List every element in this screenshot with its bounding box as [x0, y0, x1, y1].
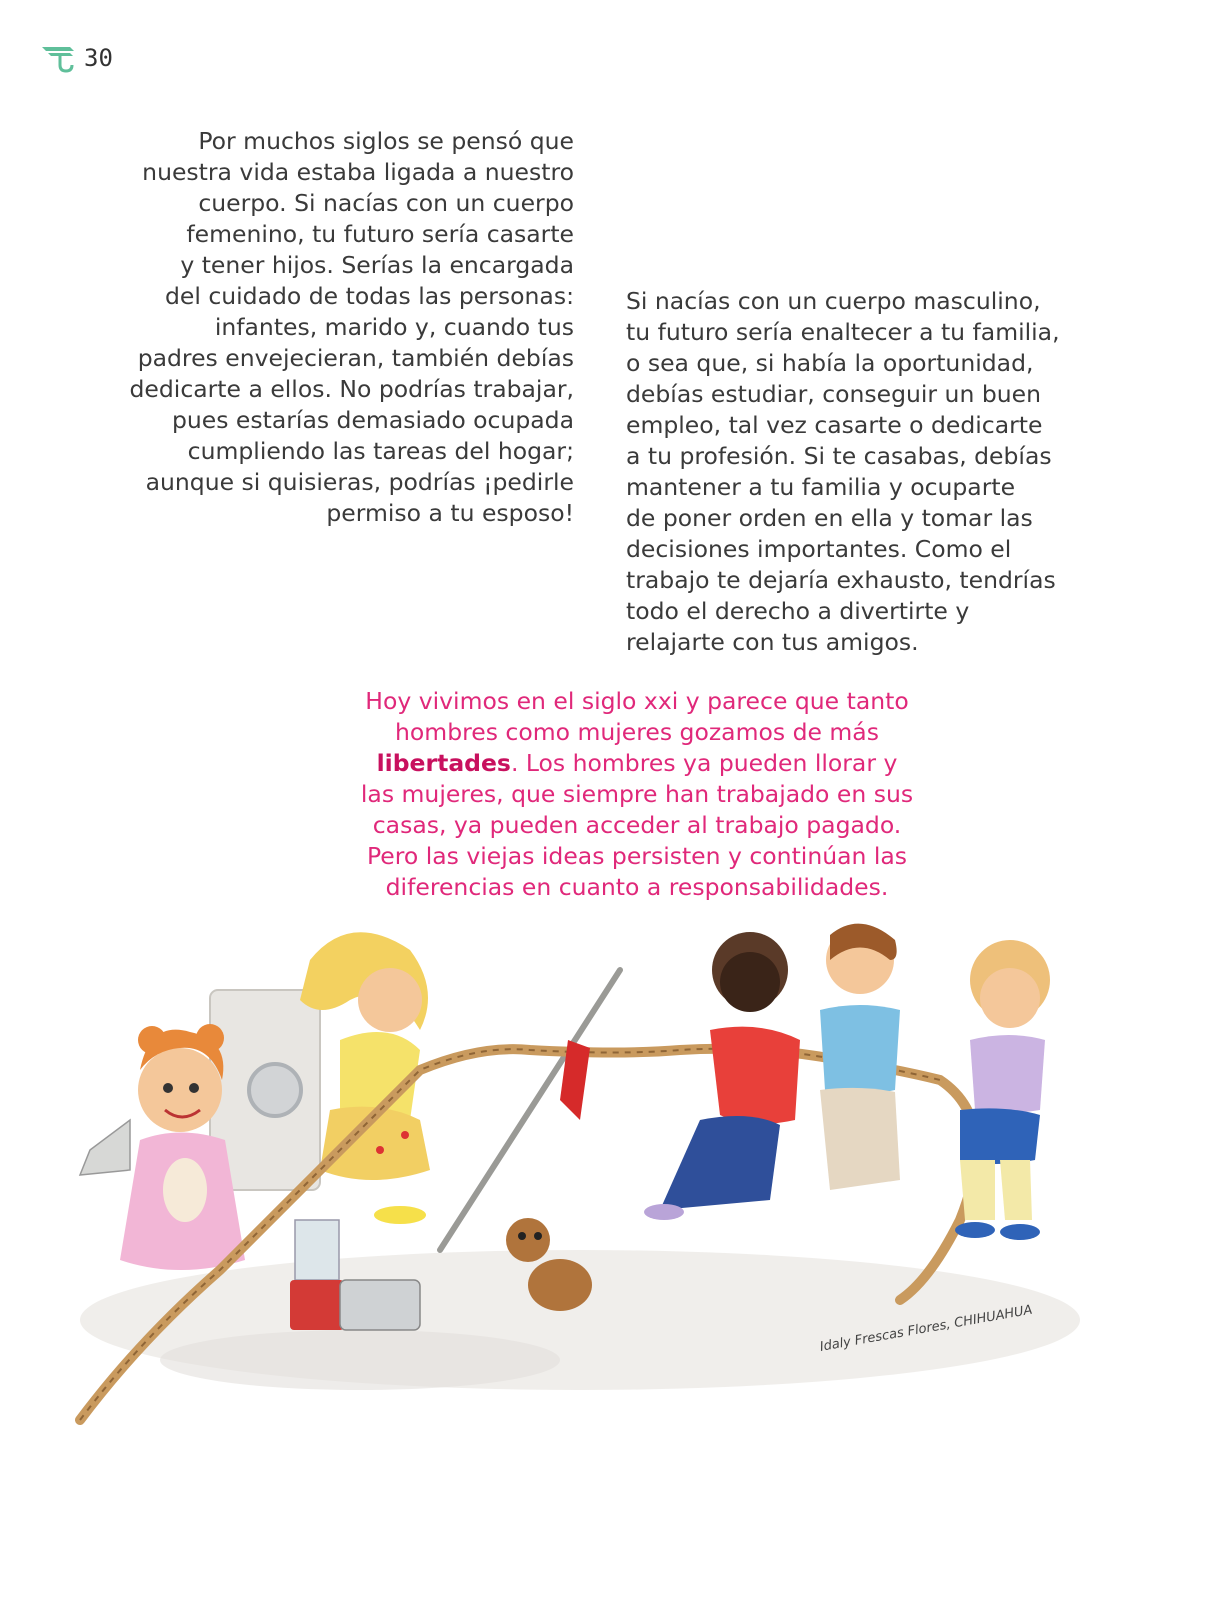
text-line: permiso a tu esposo! — [326, 499, 574, 527]
text-line: casas, ya pueden acceder al trabajo pagado. — [372, 811, 902, 839]
tug-of-war-illustration — [60, 920, 1140, 1440]
text-line: aunque si quisieras, podrías ¡pedirle — [145, 468, 574, 496]
text-line: Si nacías con un cuerpo masculino, — [626, 287, 1041, 315]
text-line: cumpliendo las tareas del hogar; — [187, 437, 574, 465]
text-line: femenino, tu futuro sería casarte — [186, 220, 574, 248]
page-number: 30 — [84, 44, 113, 72]
text-line: decisiones importantes. Como el — [626, 535, 1012, 563]
text-line: diferencias en cuanto a responsabilidades. — [385, 873, 889, 901]
text-line: relajarte con tus amigos. — [626, 628, 919, 656]
text-segment: . Los hombres ya pueden llorar y — [510, 749, 898, 777]
page-header — [40, 40, 113, 76]
text-line — [0, 748, 1214, 779]
text-line: y tener hijos. Serías la encargada — [180, 251, 574, 279]
text-line: de poner orden en ella y tomar las — [626, 504, 1033, 532]
text-line: trabajo te dejaría exhausto, tendrías — [626, 566, 1056, 594]
highlight-paragraph — [0, 686, 1214, 903]
text-line: tu futuro sería enaltecer a tu familia, — [626, 318, 1060, 346]
text-line: cuerpo. Si nacías con un cuerpo — [198, 189, 574, 217]
text-line: Hoy vivimos en el siglo xxi y parece que tanto — [365, 687, 909, 715]
text-line: padres envejecieran, también debías — [137, 344, 574, 372]
right-column-text — [626, 286, 1060, 658]
text-line: nuestra vida estaba ligada a nuestro — [142, 158, 574, 186]
text-line: o sea que, si había la oportunidad, — [626, 349, 1034, 377]
text-line: todo el derecho a divertirte y — [626, 597, 970, 625]
text-line: a tu profesión. Si te casabas, debías — [626, 442, 1052, 470]
book-emblem-icon — [40, 43, 76, 73]
text-line: del cuidado de todas las personas: — [164, 282, 574, 310]
text-line: Por muchos siglos se pensó que — [198, 127, 574, 155]
text-line: las mujeres, que siempre han trabajado en sus — [360, 780, 914, 808]
text-line: infantes, marido y, cuando tus — [214, 313, 574, 341]
illustration-credit: Idaly Frescas Flores, CHIHUAHUA — [818, 1302, 1034, 1355]
text-line: Pero las viejas ideas persisten y continúan las — [366, 842, 908, 870]
keyword-libertades: libertades — [376, 749, 511, 777]
text-line: mantener a tu familia y ocuparte — [626, 473, 1016, 501]
text-line: dedicarte a ellos. No podrías trabajar, — [129, 375, 574, 403]
text-line: hombres como mujeres gozamos de más — [395, 718, 879, 746]
text-line: pues estarías demasiado ocupada — [171, 406, 574, 434]
text-line: debías estudiar, conseguir un buen — [626, 380, 1041, 408]
text-line: empleo, tal vez casarte o dedicarte — [626, 411, 1043, 439]
left-column-text — [130, 126, 575, 529]
